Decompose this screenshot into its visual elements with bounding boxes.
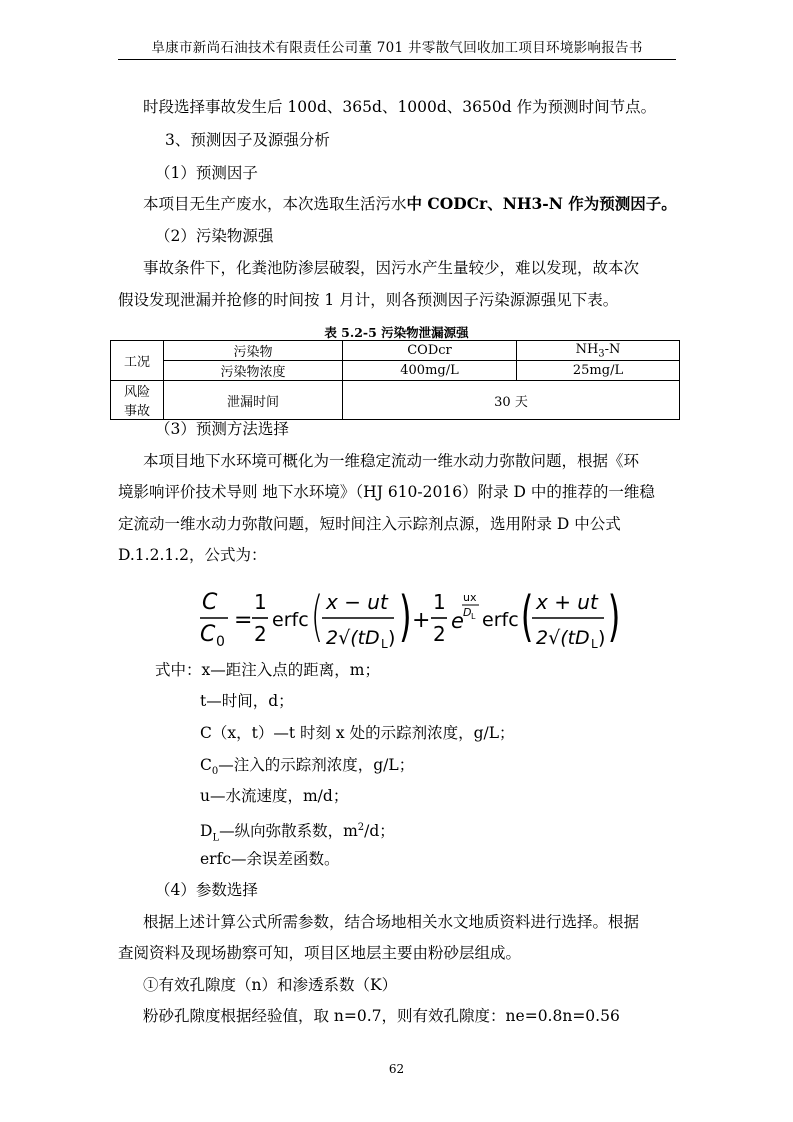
formula-den-close-2: ) bbox=[598, 627, 606, 649]
body-paragraph: 粉砂孔隙度根据经验值，取 n=0.7，则有效孔隙度：ne=0.8n=0.56 bbox=[143, 1007, 620, 1025]
definition-text: C bbox=[200, 756, 212, 774]
variable-definition bbox=[200, 755, 414, 782]
formula-subscript: L bbox=[471, 612, 476, 621]
paragraph-text: 本项目无生产废水，本次选取生活污水 bbox=[143, 195, 407, 213]
superscript: 2 bbox=[357, 822, 365, 833]
page-header: 阜康市新尚石油技术有限责任公司董 701 井零散气回收加工项目环境影响报告书 bbox=[118, 36, 676, 60]
formula-right-paren-2: ) bbox=[607, 586, 621, 649]
variable-definition: u—水流速度，m/d； bbox=[200, 787, 349, 805]
formula-subscript: 0 bbox=[216, 634, 225, 650]
body-paragraph: 本项目地下水环境可概化为一维稳定流动一维水动力弥散问题，根据《环 bbox=[143, 452, 640, 470]
body-paragraph: 查阅资料及现场勘察可知，项目区地层主要由粉砂层组成。 bbox=[118, 944, 522, 962]
table-cell: 工况 bbox=[111, 341, 164, 381]
body-paragraph: 根据上述计算公式所需参数，结合场地相关水文地质资料进行选择。根据 bbox=[143, 913, 640, 931]
table-cell: 泄漏时间 bbox=[164, 381, 343, 420]
subscript: L bbox=[212, 832, 220, 844]
subscript: 3 bbox=[598, 348, 605, 360]
subsection-heading: （3）预测方法选择 bbox=[155, 420, 289, 438]
table-header-cell bbox=[517, 341, 680, 361]
formula-exp-denominator: D bbox=[463, 606, 472, 619]
definition-text: D bbox=[200, 822, 213, 841]
cell-text: 风险 bbox=[123, 385, 150, 400]
cell-text: -N bbox=[604, 341, 621, 357]
subsection-heading: （2）污染物源强 bbox=[155, 227, 274, 245]
variable-definition: erfc—余误差函数。 bbox=[200, 850, 340, 868]
subscript: 0 bbox=[211, 766, 219, 778]
formula-numerator-2: x + ut bbox=[536, 590, 598, 614]
formula-erfc: erfc bbox=[272, 609, 309, 631]
formula-erfc-2: erfc bbox=[482, 609, 519, 631]
page-number: 62 bbox=[388, 1062, 405, 1076]
formula-exp-base: e bbox=[451, 609, 464, 633]
body-paragraph: 境影响评价技术导则 地下水环境》（HJ 610-2016）附录 D 中的推荐的一维稳 bbox=[118, 483, 655, 501]
dispersion-formula bbox=[198, 585, 621, 657]
formula-svg bbox=[198, 585, 621, 657]
definition-text: /d； bbox=[364, 822, 395, 841]
body-paragraph: 假设发现泄漏并抢修的时间按 1 月计，则各预测因子污染源源强见下表。 bbox=[118, 291, 619, 309]
cell-text: 事故 bbox=[123, 404, 150, 419]
formula-half-denominator-2: 2 bbox=[433, 622, 446, 646]
paragraph-bold-text: 中 CODCr、NH3-N 作为预测因子。 bbox=[406, 194, 677, 213]
body-paragraph: 事故条件下，化粪池防渗层破裂，因污水产生量较少，难以发现，故本次 bbox=[143, 259, 640, 277]
variable-definition: t—时间，d； bbox=[200, 692, 294, 710]
formula-left-paren-2: ( bbox=[520, 586, 534, 649]
definition-text: —纵向弥散系数，m bbox=[219, 822, 358, 841]
table-cell: 25mg/L bbox=[517, 361, 680, 381]
body-paragraph: ①有效孔隙度（n）和渗透系数（K） bbox=[143, 976, 398, 994]
formula-exp-numerator: ux bbox=[463, 591, 477, 604]
body-paragraph: D.1.2.1.2，公式为： bbox=[118, 546, 267, 564]
table-cell: 30 天 bbox=[343, 381, 680, 420]
body-paragraph: 定流动一维水动力弥散问题，短时间注入示踪剂点源，选用附录 D 中公式 bbox=[118, 515, 621, 533]
formula-denominator-1: 2√(tD bbox=[326, 627, 380, 649]
definition-text: —注入的示踪剂浓度，g/L； bbox=[218, 756, 415, 774]
formula-subscript: L bbox=[591, 637, 598, 651]
body-paragraph bbox=[143, 194, 677, 214]
table-header-cell: CODcr bbox=[343, 341, 517, 361]
section-heading: 3、预测因子及源强分析 bbox=[165, 131, 330, 149]
formula-left-paren: ( bbox=[310, 586, 324, 649]
formula-subscript: L bbox=[381, 637, 388, 651]
formula-half-numerator-2: 1 bbox=[433, 590, 446, 614]
table-caption: 表 5.2-5 污染物泄漏源强 bbox=[324, 325, 469, 340]
variable-definition: C（x，t）—t 时刻 x 处的示踪剂浓度，g/L； bbox=[200, 724, 515, 742]
formula-plus: + bbox=[412, 608, 431, 633]
body-paragraph: 时段选择事故发生后 100d、365d、1000d、3650d 作为预测时间节点。 bbox=[143, 98, 657, 116]
formula-lhs-numerator: C bbox=[202, 590, 218, 615]
subsection-heading: （1）预测因子 bbox=[155, 164, 258, 182]
cell-text: NH bbox=[575, 341, 599, 357]
formula-den-close: ) bbox=[388, 627, 396, 649]
table-cell bbox=[111, 381, 164, 420]
pollutant-table bbox=[110, 340, 680, 420]
formula-denominator-2: 2√(tD bbox=[536, 627, 590, 649]
table-header-cell: 污染物 bbox=[164, 341, 343, 361]
formula-half-numerator: 1 bbox=[254, 590, 267, 614]
variable-definition: 式中：x—距注入点的距离，m； bbox=[155, 661, 380, 679]
formula-equals: = bbox=[234, 608, 253, 633]
formula-lhs-denominator: C bbox=[200, 622, 216, 647]
table-cell: 污染物浓度 bbox=[164, 361, 343, 381]
variable-definition bbox=[200, 818, 395, 848]
table-cell: 400mg/L bbox=[343, 361, 517, 381]
subsection-heading: （4）参数选择 bbox=[155, 881, 258, 899]
formula-right-paren: ) bbox=[399, 586, 412, 649]
formula-half-denominator: 2 bbox=[254, 622, 267, 646]
formula-numerator-1: x − ut bbox=[326, 590, 388, 614]
